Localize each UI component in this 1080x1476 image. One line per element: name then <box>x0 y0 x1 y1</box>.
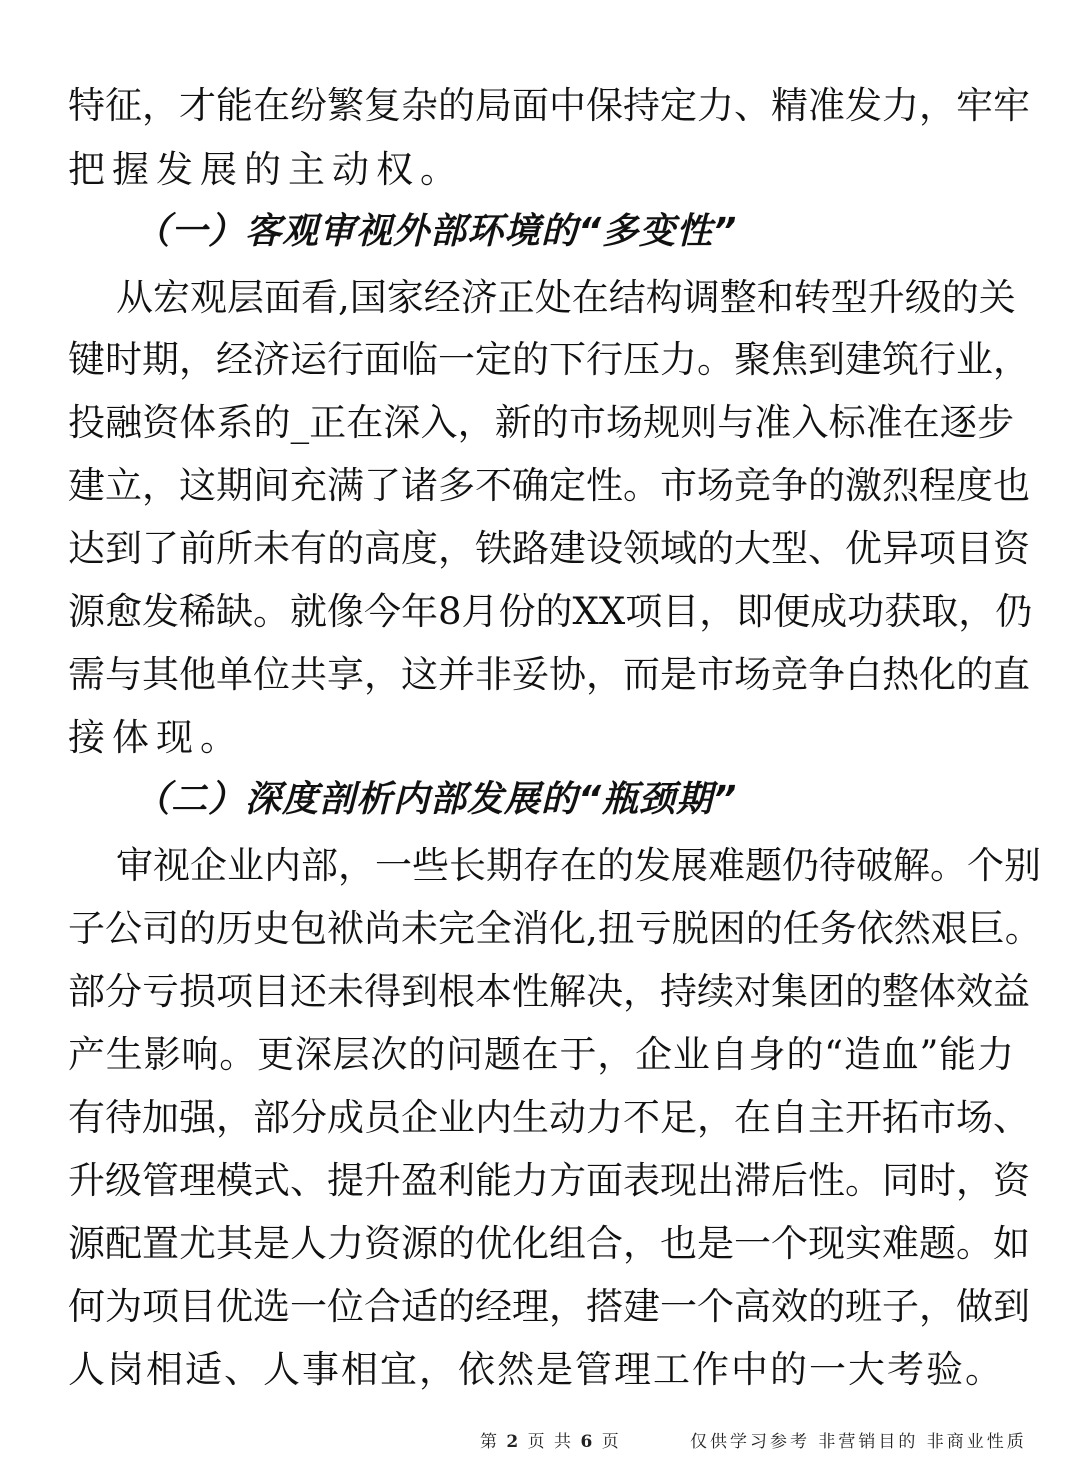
paragraph-line: 升级管理模式、提升盈利能力方面表现出滞后性。同时，资 <box>68 1159 1030 1202</box>
paragraph-line: 何为项目优选一位合适的经理，搭建一个高效的班子，做到 <box>68 1285 1030 1328</box>
paragraph-line: 部分亏损项目还未得到根本性解决，持续对集团的整体效益 <box>68 970 1030 1013</box>
paragraph-line: 把握发展的主动权。 <box>68 148 464 191</box>
page-suffix: 页 <box>601 1432 621 1452</box>
paragraph-line: 人岗相适、人事相宜，依然是管理工作中的一大考验。 <box>68 1348 1004 1391</box>
total-pages: 6 <box>580 1432 595 1452</box>
paragraph-line: 从宏观层面看,国家经济正处在结构调整和转型升级的关 <box>116 276 1016 319</box>
paragraph-line: 审视企业内部，一些长期存在的发展难题仍待破解。个别 <box>116 844 1041 887</box>
paragraph-line: 接体现。 <box>68 716 244 759</box>
page-prefix: 第 <box>480 1432 499 1452</box>
paragraph-line: 建立，这期间充满了诸多不确定性。市场竞争的激烈程度也 <box>68 464 1030 507</box>
section-heading-1: （一）客观审视外部环境的“多变性” <box>134 211 738 252</box>
page-footer <box>0 1428 1080 1456</box>
paragraph-line: 投融资体系的_正在深入，新的市场规则与准入标准在逐步 <box>68 401 1014 444</box>
paragraph-line: 子公司的历史包袱尚未完全消化,扭亏脱困的任务依然艰巨。 <box>68 907 1042 950</box>
paragraph-line: 产生影响。更深层次的问题在于，企业自身的“造血”能力 <box>68 1033 1014 1076</box>
paragraph-line: 键时期，经济运行面临一定的下行压力。聚焦到建筑行业， <box>68 338 1030 381</box>
page-number <box>480 1428 621 1456</box>
paragraph-line: 特征，才能在纷繁复杂的局面中保持定力、精准发力，牢牢 <box>68 84 1030 127</box>
current-page: 2 <box>506 1432 521 1452</box>
paragraph-line: 达到了前所未有的高度，铁路建设领域的大型、优异项目资 <box>68 527 1030 570</box>
paragraph-line: 有待加强，部分成员企业内生动力不足，在自主开拓市场、 <box>68 1096 1030 1139</box>
footer-notice: 仅供学习参考 非营销目的 非商业性质 <box>690 1432 1027 1452</box>
paragraph-line: 源配置尤其是人力资源的优化组合，也是一个现实难题。如 <box>68 1222 1030 1265</box>
paragraph-line: 源愈发稀缺。就像今年8月份的XX项目，即便成功获取，仍 <box>68 590 1033 633</box>
page-middle: 页 共 <box>527 1432 574 1452</box>
paragraph-line: 需与其他单位共享，这并非妥协，而是市场竞争白热化的直 <box>68 653 1030 696</box>
section-heading-2: （二）深度剖析内部发展的“瓶颈期” <box>134 779 738 820</box>
